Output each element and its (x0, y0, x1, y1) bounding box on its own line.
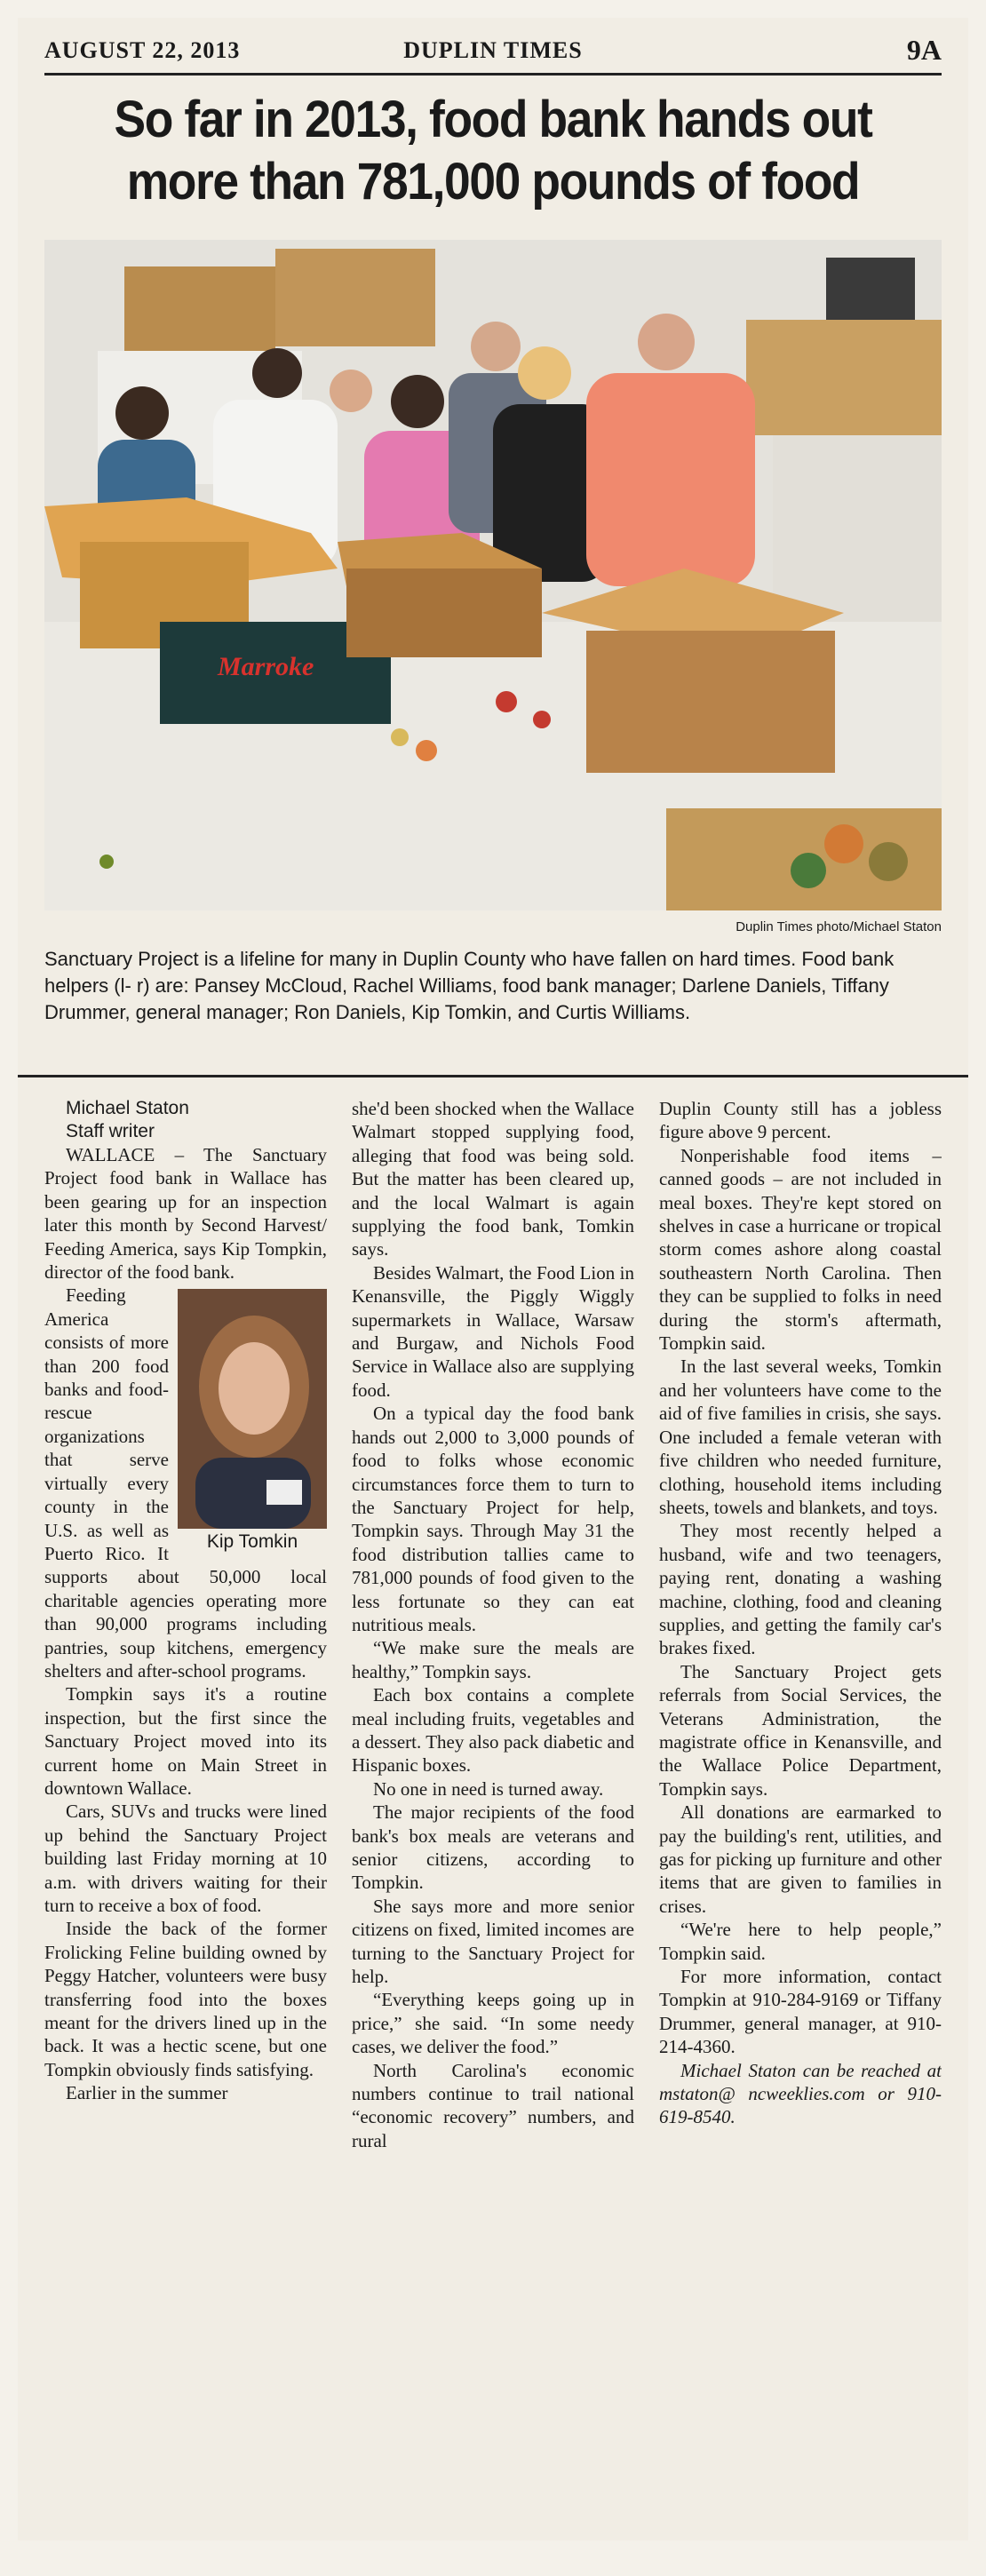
column-1 (44, 1097, 327, 2518)
paragraph: “We make sure the meals are healthy,” Tompkin says. (352, 1637, 634, 1682)
paragraph: Nonperishable food items – canned goods – are not included in meal boxes. They're kept stored on shelves in case a hurricane or tropical storm comes ashore along coastal southeastern North Carolina. Then they can be supplied to folks in need during the storm's aftermath, Tompkin said. (659, 1144, 942, 1355)
paragraph: “Everything keeps going up in price,” she said. “In some needy cases, we deliver the food.” (352, 1989, 634, 2058)
paragraph: All donations are earmarked to pay the building's rent, utilities, and gas for picking up furniture and other items that are given to families in crises. (659, 1801, 942, 1917)
paragraph: In the last several weeks, Tomkin and her volunteers have come to the aid of five families in crisis, she says. One included a female veteran with five children who needed furniture, clothing, household items including sheets, towels and blankets, and toys. (659, 1356, 942, 1518)
page-number: 9A (906, 34, 942, 66)
paragraph: On a typical day the food bank hands out 2,000 to 3,000 pounds of food to folks whose economic circumstances force them to turn to the Sanctuary Project for help, Tompkin says. Through May 31 the food distribution tallies came to 781,000 pounds of food given to the less fortunate so they can eat nutritious meals. (352, 1403, 634, 1635)
paper-name: DUPLIN TIMES (403, 37, 583, 63)
paragraph: They most recently helped a husband, wife and two teenagers, paying rent, donating a washing machine, clothing, food and cleaning supplies, and getting the family car's brakes fixed. (659, 1520, 942, 1659)
paragraph: Inside the back of the former Frolicking Feline building owned by Peggy Hatcher, volunteers were busy transferring food into the boxes meant for the drivers lined up in the back. It was a hectic scene, but one Tompkin obviously finds satisfying. (44, 1918, 327, 2080)
paragraph: North Carolina's economic numbers continue to trail national “economic recovery” numbers, and rural (352, 2059, 634, 2151)
paragraph: Feeding America consists of more than 200 food banks and food-rescue organizations that serve virtually every county in the U.S. as well as Puerto Rico. It supports about 50,000 local charitable agencies operating more than 90,000 programs including pantries, soup kitchens, emergency shelters and after-school programs. (44, 1284, 327, 1682)
photo-illustration (44, 240, 942, 910)
column-2 (352, 1097, 634, 2518)
box-brand-label: Marroke (218, 652, 314, 681)
paragraph: Duplin County still has a jobless figure above 9 percent. (659, 1098, 942, 1143)
masthead (44, 28, 942, 76)
byline-author: Michael Staton (66, 1098, 189, 1118)
paragraph: Besides Walmart, the Food Lion in Kenansville, the Piggly Wiggly supermarkets in Wallace, Warsaw and Burgaw, and Nichols Food Service in Wallace also are supplying food. (352, 1261, 634, 1401)
paragraph: Earlier in the summer (66, 2082, 228, 2104)
byline-title: Staff writer (66, 1121, 155, 1141)
paragraph: WALLACE – The Sanctuary Project food bank in Wallace has been gearing up for an inspection later this month by Second Harvest/ Feeding America, says Kip Tompkin, director of the food bank. (44, 1144, 327, 1284)
newspaper-page (18, 18, 968, 2540)
headline-line-1: So far in 2013, food bank hands out (114, 91, 872, 148)
paragraph: Each box contains a complete meal including fruits, vegetables and a dessert. They also pack diabetic and Hispanic boxes. (352, 1684, 634, 1777)
author-contact: Michael Staton can be reached at mstaton@ ncweeklies.com or 910-619-8540. (659, 2059, 942, 2128)
article-body (44, 1097, 942, 2518)
issue-date: AUGUST 22, 2013 (44, 37, 241, 63)
headline-line-2: more than 781,000 pounds of food (126, 153, 860, 211)
paragraph: The major recipients of the food bank's box meals are veterans and senior citizens, according to Tompkin. (352, 1801, 634, 1894)
food-bank-photo (44, 240, 942, 910)
paragraph: Tompkin says it's a routine inspection, but the first since the Sanctuary Project moved into its current home on Main Street in downtown Wallace. (44, 1683, 327, 1799)
column-3 (659, 1097, 942, 2518)
paragraph: For more information, contact Tompkin at 910-284-9169 or Tiffany Drummer, general manager, at 910-214-4360. (659, 1966, 942, 2058)
photo-caption: Sanctuary Project is a lifeline for many in Duplin County who have fallen on hard times. Food bank helpers (l- r) are: Pansey McCloud, Rachel Williams, food bank manager; Darlene Daniels, Tiffany Drummer, general manager; Ron Daniels, Kip Tomkin, and Curtis Williams. (44, 948, 895, 1023)
section-divider (18, 1075, 968, 1077)
paragraph: No one in need is turned away. (373, 1777, 604, 1800)
paragraph: She says more and more senior citizens on fixed, limited incomes are turning to the Sanctuary Project for help. (352, 1895, 634, 1988)
portrait-inset (178, 1289, 327, 1554)
paragraph: she'd been shocked when the Wallace Walmart stopped supplying food, alleging that food was being sold. But the matter has been cleared up, and the local Walmart is again supplying the food bank, Tomkin says. (352, 1098, 634, 1260)
headline (80, 89, 905, 213)
portrait-photo (178, 1289, 327, 1529)
photo-credit: Duplin Times photo/Michael Staton (736, 919, 942, 934)
paragraph: “We're here to help people,” Tompkin said. (659, 1919, 942, 1964)
portrait-caption: Kip Tomkin (206, 1531, 298, 1553)
paragraph: The Sanctuary Project gets referrals from Social Services, the Veterans Administration, the magistrate office in Kenansville, and the Wallace Police Department, Tompkin says. (659, 1660, 942, 1800)
paragraph: Cars, SUVs and trucks were lined up behind the Sanctuary Project building last Friday morning at 10 a.m. with drivers waiting for their turn to receive a box of food. (44, 1801, 327, 1916)
